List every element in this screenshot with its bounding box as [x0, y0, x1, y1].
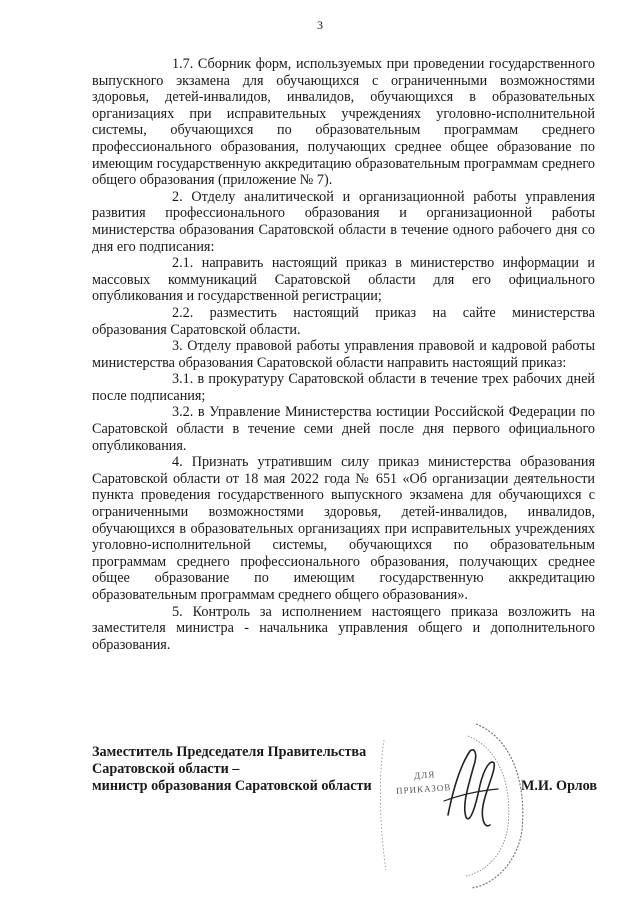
paragraph-number: 2.2.: [172, 304, 194, 321]
paragraph-3-1: [92, 371, 595, 404]
paragraph-4: [92, 454, 595, 603]
paragraph-5: [92, 604, 595, 654]
paragraph-number: 1.7.: [172, 56, 194, 72]
document-body: [92, 56, 595, 653]
paragraph-text: разместить настоящий приказ на сайте министерства образования Саратовской области.: [92, 304, 595, 338]
paragraph-text: Отделу правовой работы управления правовой и кадровой работы министерства образования Саратовской области направить настоящий приказ:: [92, 338, 595, 371]
paragraph-1-7: [92, 56, 595, 189]
paragraph-2-2: [92, 305, 595, 338]
paragraph-text: Сборник форм, используемых при проведении государственного выпускного экзамена для обучающихся с ограниченными возможностями здоровья, детей-инвалидов, инвалидов, обучающихся в образовательных организациях при исправительных учреждениях уголовно-исполнительной системы, обучающихся по образовательным программам среднего профессионального образования, получающих среднее общее образование по имеющим государственную аккредитацию образовательным программам среднего общего образования (приложение № 7).: [92, 56, 595, 189]
paragraph-number: 3.: [172, 338, 183, 355]
signatory-position-line-3: министр образования Саратовской области: [92, 778, 372, 794]
paragraph-text: Отделу аналитической и организационной работы управления развития профессионального образования и организационной работы министерства образования Саратовской области в течение одного рабочего дня со дня его подписания:: [92, 188, 595, 255]
paragraph-number: 2.1.: [172, 255, 194, 272]
paragraph-2: [92, 189, 595, 255]
signature-block: [92, 744, 607, 795]
paragraph-number: 5.: [172, 603, 183, 620]
paragraph-number: 3.1.: [172, 371, 194, 388]
signatory-name: М.И. Орлов: [520, 778, 597, 794]
paragraph-text: Контроль за исполнением настоящего приказа возложить на заместителя министра - начальника управления общего и дополнительного образования.: [92, 603, 596, 653]
paragraph-number: 2.: [172, 188, 183, 205]
paragraph-number: 3.2.: [172, 404, 194, 421]
stamp-text-top: ДЛЯ: [413, 769, 436, 781]
paragraph-text: в прокуратуру Саратовской области в течение трех рабочих дней после подписания;: [92, 371, 595, 404]
paragraph-3-2: [92, 404, 595, 454]
paragraph-text: в Управление Министерства юстиции Российской Федерации по Саратовской области в течение семи дней после дня первого официального опубликования.: [92, 404, 596, 454]
paragraph-number: 4.: [172, 454, 183, 471]
paragraph-text: Признать утратившим силу приказ министерства образования Саратовской области от 18 мая 2022 года № 651 «Об организации деятельности пункта проведения государственного выпускного экзамена для обучающихся с ограниченными возможностями здоровья, детей-инвалидов, инвалидов, обучающихся в образовательных организациях при исправительных учреждениях уголовно-исполнительной системы, обучающихся по образовательным программам среднего профессионального образования, получающих среднее общее образование по имеющим государственную аккредитацию образовательным программам среднего общего образования».: [92, 454, 595, 603]
page-number: 3: [317, 18, 323, 32]
stamp-text-middle: ПРИКАЗОВ: [395, 782, 452, 796]
signatory-position-line-1: Заместитель Председателя Правительства: [92, 744, 367, 760]
signatory-position-line-2: Саратовской области –: [92, 761, 240, 777]
paragraph-3: [92, 338, 595, 371]
paragraph-text: направить настоящий приказ в министерство информации и массовых коммуникаций Саратовской области для его официального опубликования и государственной регистрации;: [92, 255, 595, 305]
paragraph-2-1: [92, 255, 595, 305]
